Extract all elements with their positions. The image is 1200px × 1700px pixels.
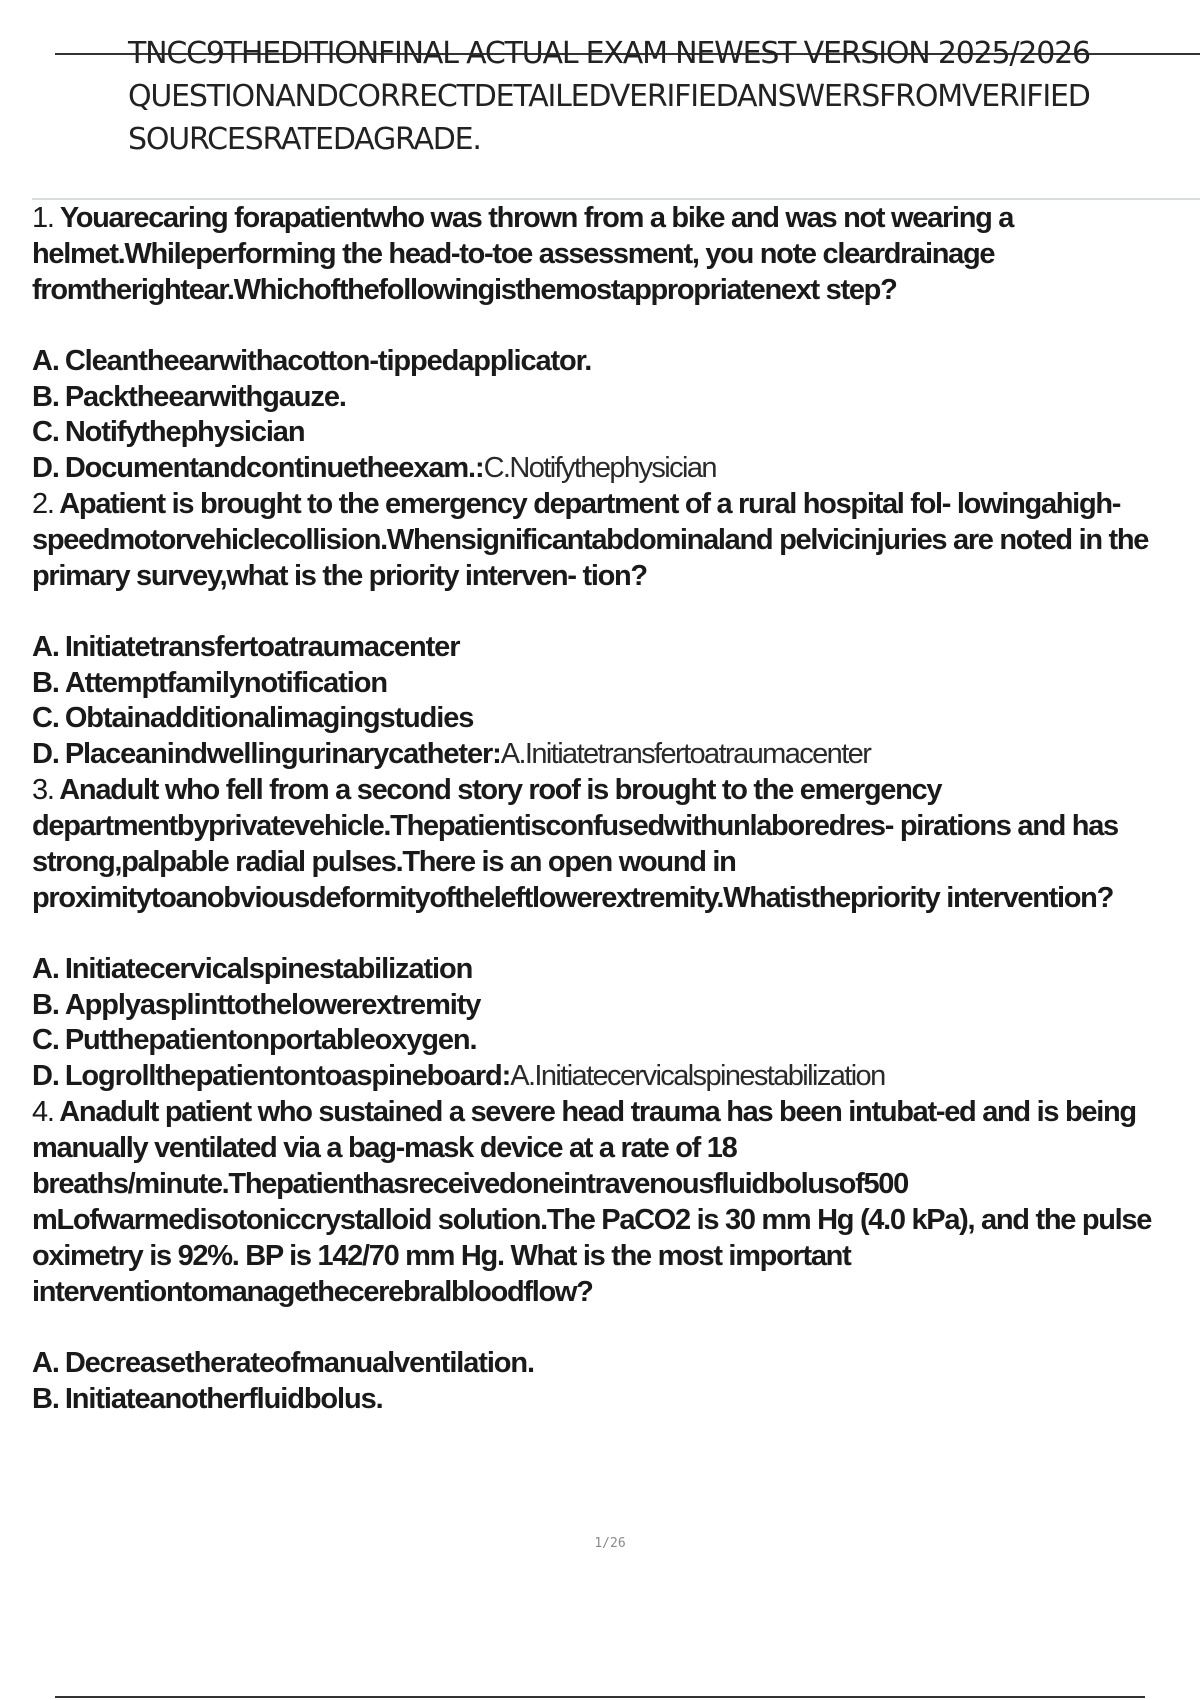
question-number: 3. xyxy=(32,774,54,806)
option-list xyxy=(32,344,1200,486)
option-text: Initiatetransfertoatraumacenter xyxy=(64,631,460,663)
question-list xyxy=(32,200,1200,1417)
option-a xyxy=(32,344,1200,380)
option-list xyxy=(32,952,1200,1094)
question-1 xyxy=(32,200,1200,486)
option-letter: C. xyxy=(32,702,59,734)
option-d xyxy=(32,737,1200,773)
option-c xyxy=(32,1023,1200,1059)
option-letter: D. xyxy=(32,737,59,770)
option-a xyxy=(32,952,1200,988)
correct-answer: A.Initiatecervicalspinestabilization xyxy=(510,1059,885,1092)
option-letter: C. xyxy=(32,416,59,448)
correct-answer: C.Notifythephysician xyxy=(483,451,716,484)
document-title: TNCC9THEDITIONFINAL ACTUAL EXAM NEWEST VERSION 2025/2026 QUESTIONANDCORRECTDETAILEDVERIFIEDANSWERSFROMVERIFIED SOURCESRATEDAGRADE. xyxy=(128,36,1090,157)
option-b xyxy=(32,380,1200,416)
page-number: 1/26 xyxy=(594,1536,626,1551)
option-b xyxy=(32,988,1200,1024)
option-letter: A. xyxy=(32,953,59,985)
question-stem xyxy=(32,200,1200,308)
option-letter: A. xyxy=(32,345,59,377)
question-2 xyxy=(32,486,1200,772)
question-text: Apatient is brought to the emergency department of a rural hospital fol- lowingahigh-speedmotorvehiclecollision.Whensignificantabdominaland pelvicinjuries are noted in the primary survey,what is the priority interven- tion? xyxy=(32,488,1149,592)
question-text: Anadult patient who sustained a severe head trauma has been intubat-ed and is being manually ventilated via a bag-mask device at a rate of 18 breaths/minute.Thepatienthasreceivedoneintravenousfluidbolusof500 mLofwarmedisotoniccrystalloid solution.The PaCO2 is 30 mm Hg (4.0 kPa), and the pulse oximetry is 92%. BP is 142/70 mm Hg. What is the most important interventiontomanagethecerebralbloodflow? xyxy=(32,1096,1152,1308)
question-4 xyxy=(32,1094,1200,1417)
option-text: Logrollthepatientontoaspineboard: xyxy=(64,1059,511,1092)
option-letter: C. xyxy=(32,1024,59,1056)
option-d xyxy=(32,1059,1200,1095)
correct-answer: A.Initiatetransfertoatraumacenter xyxy=(500,737,871,770)
option-a xyxy=(32,630,1200,666)
option-letter: A. xyxy=(32,1347,59,1379)
option-text: Obtainadditionalimagingstudies xyxy=(64,702,474,734)
option-text: Cleantheearwithacotton-tippedapplicator. xyxy=(64,345,592,377)
option-letter: D. xyxy=(32,451,59,484)
option-b xyxy=(32,1382,1200,1418)
option-letter: B. xyxy=(32,988,59,1021)
option-letter: A. xyxy=(32,631,59,663)
question-number: 1. xyxy=(32,202,54,234)
option-text: Decreasetherateofmanualventilation. xyxy=(64,1347,534,1379)
option-d xyxy=(32,451,1200,487)
question-stem xyxy=(32,486,1200,594)
option-text: Notifythephysician xyxy=(64,416,305,448)
option-text: Initiateanotherfluidbolus. xyxy=(64,1382,383,1415)
option-list xyxy=(32,630,1200,772)
option-list xyxy=(32,1346,1200,1417)
option-text: Putthepatientonportableoxygen. xyxy=(64,1024,477,1056)
option-text: Attemptfamilynotification xyxy=(64,666,387,699)
question-text: Youarecaring forapatientwho was thrown from a bike and was not wearing a helmet.Whileperforming the head-to-toe assessment, you note cleardrainage fromtherightear.Whichofthefollowingisthemostappropriatenext step? xyxy=(32,202,1014,306)
option-a xyxy=(32,1346,1200,1382)
option-letter: B. xyxy=(32,1382,59,1415)
option-letter: B. xyxy=(32,666,59,699)
question-number: 4. xyxy=(32,1096,54,1128)
footer-rule xyxy=(55,1696,1145,1698)
question-text: Anadult who fell from a second story roof is brought to the emergency departmentbyprivatevehicle.Thepatientisconfusedwithunlaboredres- pirations and has strong,palpable radial pulses.There is an open wound in proximitytoanobviousdeformityoftheleftlowerextremity.Whatisthepriority intervention? xyxy=(32,774,1118,914)
option-b xyxy=(32,666,1200,702)
question-stem xyxy=(32,1094,1200,1310)
option-c xyxy=(32,701,1200,737)
question-3 xyxy=(32,772,1200,1094)
option-c xyxy=(32,415,1200,451)
option-letter: B. xyxy=(32,380,59,413)
option-text: Placeanindwellingurinarycatheter: xyxy=(64,737,501,770)
question-stem xyxy=(32,772,1200,916)
question-number: 2. xyxy=(32,488,54,520)
option-letter: D. xyxy=(32,1059,59,1092)
option-text: Initiatecervicalspinestabilization xyxy=(64,953,473,985)
option-text: Applyasplinttothelowerextremity xyxy=(64,988,481,1021)
option-text: Documentandcontinuetheexam.: xyxy=(64,451,484,484)
option-text: Packtheearwithgauze. xyxy=(64,380,346,413)
